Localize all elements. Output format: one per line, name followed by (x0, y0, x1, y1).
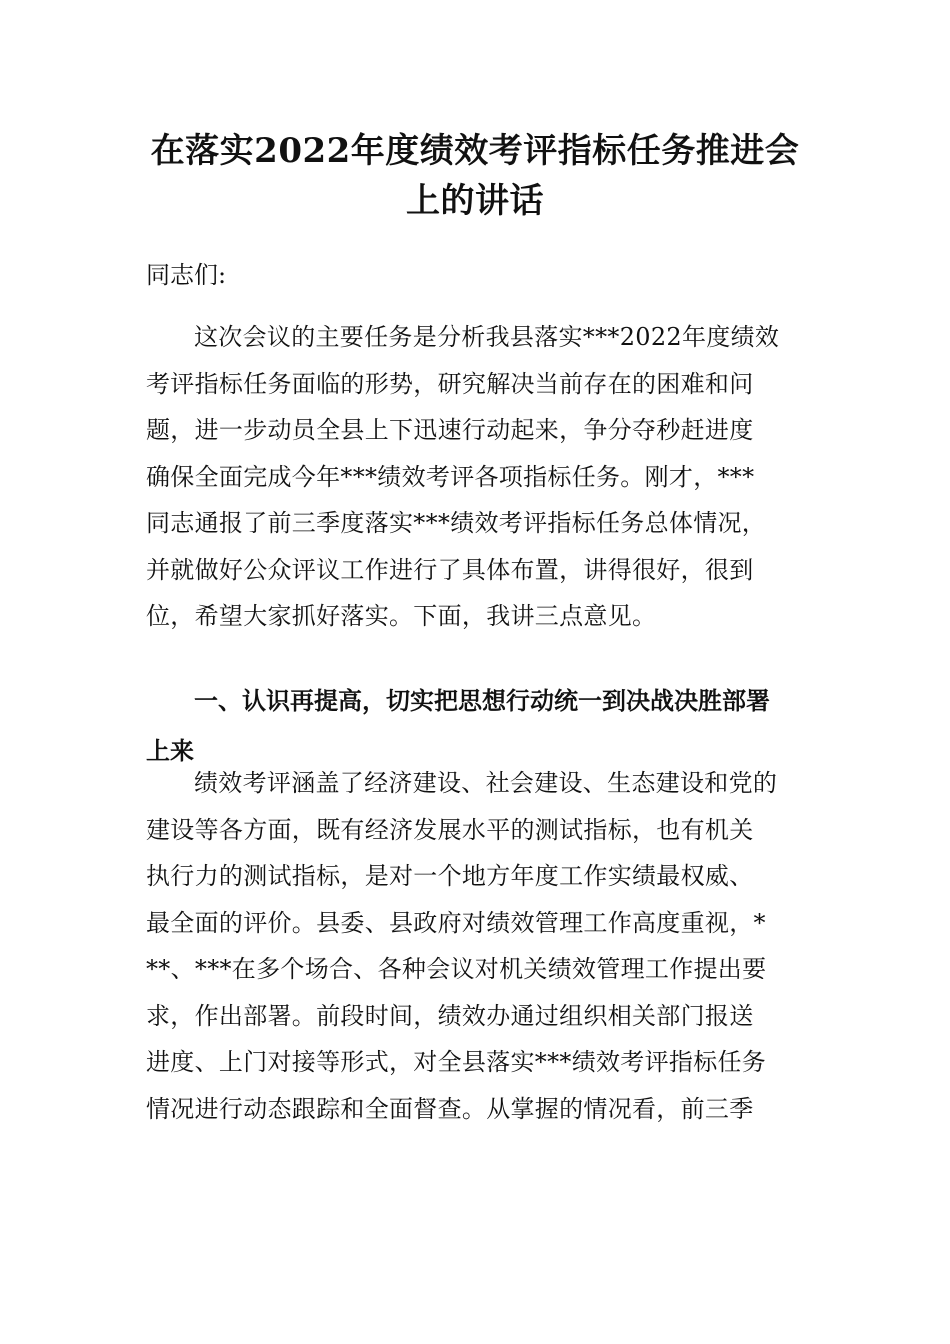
title-line-2: 上的讲话 (406, 181, 544, 221)
heading-line: 一、认识再提高，切实把思想行动统一到决战决胜部署 (194, 687, 770, 715)
title-line-1: 在落实2022年度绩效考评指标任务推进会 (150, 131, 800, 171)
paragraph-line: 题，进一步动员全县上下迅速行动起来，争分夺秒赶进度 (146, 416, 754, 444)
paragraph-line: 考评指标任务面临的形势，研究解决当前存在的困难和问 (146, 369, 754, 398)
paragraph-line: 这次会议的主要任务是分析我县落实***2022年度绩效 (194, 323, 780, 351)
paragraph-line: 建设等各方面，既有经济发展水平的测试指标，也有机关 (146, 815, 754, 844)
paragraph-line: 执行力的测试指标，是对一个地方年度工作实绩最权威、 (146, 862, 754, 890)
paragraph-line: 并就做好公众评议工作进行了具体布置，讲得很好，很到 (146, 555, 754, 584)
paragraph-line: 求，作出部署。前段时间，绩效办通过组织相关部门报送 (146, 1001, 754, 1030)
page-title (120, 126, 830, 226)
paragraph-1 (146, 314, 810, 640)
heading-line: 上来 (146, 737, 194, 765)
paragraph-line: 进度、上门对接等形式，对全县落实***绩效考评指标任务 (146, 1048, 767, 1076)
paragraph-line: 位，希望大家抓好落实。下面，我讲三点意见。 (146, 602, 657, 630)
paragraph-line: 情况进行动态跟踪和全面督查。从掌握的情况看，前三季 (146, 1094, 754, 1123)
paragraph-line: 最全面的评价。县委、县政府对绩效管理工作高度重视，* (146, 908, 766, 937)
paragraph-2 (146, 760, 810, 1132)
salutation: 同志们: (146, 261, 227, 289)
paragraph-line: 确保全面完成今年***绩效考评各项指标任务。刚才，*** (146, 462, 755, 491)
paragraph-line: **、***在多个场合、各种会议对机关绩效管理工作提出要 (146, 955, 767, 983)
paragraph-line: 同志通报了前三季度落实***绩效考评指标任务总体情况， (146, 509, 767, 537)
paragraph-line: 绩效考评涵盖了经济建设、社会建设、生态建设和党的 (194, 769, 778, 797)
